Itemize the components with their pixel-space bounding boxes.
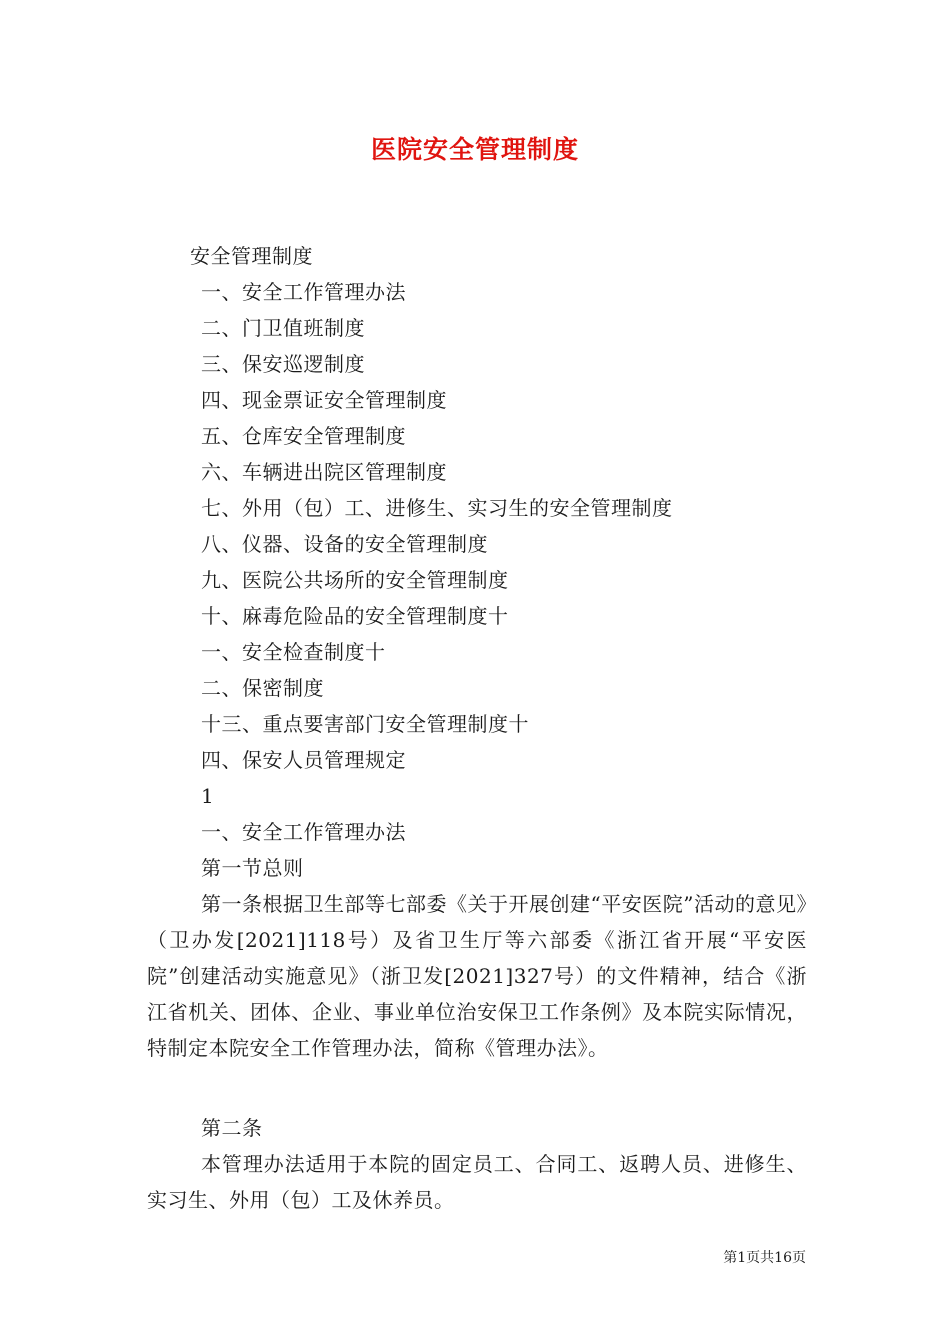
toc-item-10: 十、麻毒危险品的安全管理制度十 — [201, 604, 509, 628]
article-2-paragraph: 本管理办法适用于本院的固定员工、合同工、返聘人员、进修生、实习生、外用（包）工及休养员。 — [147, 1152, 807, 1212]
toc-item-3: 三、保安巡逻制度 — [201, 352, 365, 376]
toc-item-7: 七、外用（包）工、进修生、实习生的安全管理制度 — [201, 496, 673, 520]
toc-heading: 安全管理制度 — [190, 244, 313, 268]
document-title: 医院安全管理制度 — [370, 135, 579, 164]
toc-item-5: 五、仓库安全管理制度 — [201, 424, 406, 448]
toc-item-13: 十三、重点要害部门安全管理制度十 — [201, 712, 529, 736]
article-1-paragraph: 第一条根据卫生部等七部委《关于开展创建“平安医院”活动的意见》（卫办发[2021]118号）及省卫生厅等六部委《浙江省开展“平安医院”创建活动实施意见》（浙卫发[2021]327号）的文件精神，结合《浙江省机关、团体、企业、事业单位治安保卫工作条例》及本院实际情况，特制定本院安全工作管理办法，简称《管理办法》。 — [147, 892, 807, 1060]
toc-item-6: 六、车辆进出院区管理制度 — [201, 460, 447, 484]
toc-item-14: 四、保安人员管理规定 — [201, 748, 406, 772]
article-2-heading: 第二条 — [201, 1116, 263, 1140]
toc-item-11: 一、安全检查制度十 — [201, 640, 386, 664]
chapter-heading: 第一节总则 — [201, 856, 304, 880]
toc-item-12: 二、保密制度 — [201, 676, 324, 700]
toc-item-4: 四、现金票证安全管理制度 — [201, 388, 447, 412]
page-marker: 1 — [201, 784, 215, 808]
toc-item-9: 九、医院公共场所的安全管理制度 — [201, 568, 509, 592]
toc-item-8: 八、仪器、设备的安全管理制度 — [201, 532, 488, 556]
page-footer: 第1页共16页 — [723, 1250, 806, 1266]
toc-item-2: 二、门卫值班制度 — [201, 316, 365, 340]
toc-item-1: 一、安全工作管理办法 — [201, 280, 406, 304]
section-heading: 一、安全工作管理办法 — [201, 820, 406, 844]
